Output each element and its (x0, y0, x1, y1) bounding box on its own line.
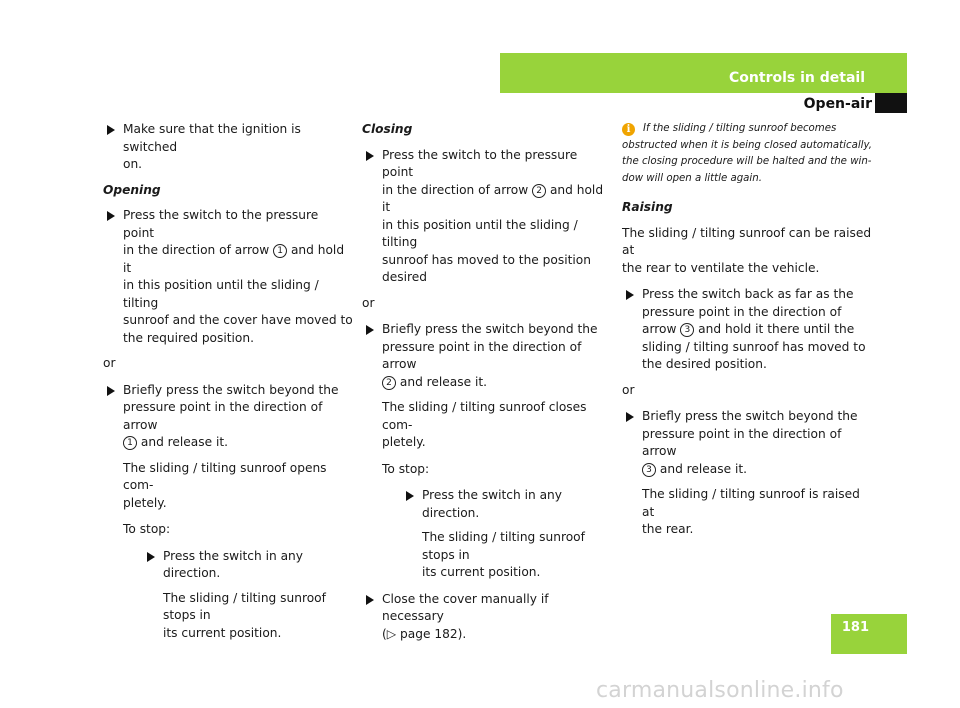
step-any-direction: Press the switch in any direction. (402, 487, 608, 522)
step-close-cover: Close the cover manually if necessary (▷ page 182). (362, 591, 608, 644)
arrow-bullet-icon (147, 552, 155, 562)
arrow-2-marker: 2 (532, 184, 546, 198)
result-opens: The sliding / tilting sunroof opens com- pletely. (123, 460, 327, 510)
raising-heading: Raising (622, 200, 673, 214)
arrow-3-marker: 3 (642, 463, 656, 477)
arrow-1-marker: 1 (273, 244, 287, 258)
opening-heading: Opening (103, 182, 161, 197)
stops-text: The sliding / tilting sunroof stops in its current position. (422, 530, 585, 579)
to-stop-label: To stop: (123, 522, 171, 536)
step-press-back: Press the switch back as far as the pressure point in the direction of arrow 3 and hold it there until the sliding / tilting sunroof has moved to the desired position. (622, 286, 872, 374)
arrow-bullet-icon (107, 386, 115, 396)
step-any-direction: Press the switch in any direction. (143, 548, 353, 583)
column-right (622, 121, 872, 548)
result-closes: The sliding / tilting sunroof closes com- pletely. (382, 400, 587, 449)
step-brief-raise: Briefly press the switch beyond the pressure point in the direction of arrow 3 and release it. (622, 408, 872, 478)
to-stop-label: To stop: (382, 461, 430, 476)
arrow-bullet-icon (366, 151, 374, 161)
column-left (103, 121, 353, 651)
section-title: Controls in detail (729, 70, 865, 86)
arrow-bullet-icon (107, 125, 115, 135)
step-ignition: Make sure that the ignition is switched on. (103, 121, 353, 174)
page-number: 181 (841, 620, 869, 635)
arrow-bullet-icon (107, 211, 115, 221)
step-brief-open: Briefly press the switch beyond the pressure point in the direction of arrow 1 and release it. (103, 382, 353, 452)
step-press-open: Press the switch to the pressure point in the direction of arrow 1 and hold it in this position until the sliding / tilting sunroof and the cover have moved to the required position. (103, 207, 353, 347)
or-text: or (362, 295, 375, 310)
page-ref-icon: ▷ (386, 626, 397, 641)
arrow-bullet-icon (366, 325, 374, 335)
arrow-bullet-icon (366, 595, 374, 605)
column-middle (362, 121, 608, 651)
arrow-bullet-icon (626, 412, 634, 422)
arrow-2-marker: 2 (382, 376, 396, 390)
arrow-3-marker: 3 (680, 323, 694, 337)
arrow-bullet-icon (626, 290, 634, 300)
result-raised: The sliding / tilting sunroof is raised at the rear. (642, 487, 860, 536)
info-note: i If the sliding / tilting sunroof becomes obstructed when it is being closed automatically, the closing procedure will be halted and the win- dow will open a little again. (622, 123, 872, 184)
watermark: carmanualsonline.info (596, 678, 844, 703)
raising-text: The sliding / tilting sunroof can be raised at the rear to ventilate the vehicle. (622, 225, 872, 275)
or-text: or (103, 356, 116, 370)
step-brief-close: Briefly press the switch beyond the pressure point in the direction of arrow 2 and release it. (362, 321, 608, 391)
step-press-close: Press the switch to the pressure point in the direction of arrow 2 and hold it in this position until the sliding / tilting sunroof has moved to the position desired (362, 147, 608, 287)
section-tab (875, 93, 907, 113)
or-text: or (622, 382, 635, 397)
stops-text: The sliding / tilting sunroof stops in its current position. (163, 590, 326, 640)
arrow-bullet-icon (406, 491, 414, 501)
info-icon: i (622, 123, 635, 136)
arrow-1-marker: 1 (123, 436, 137, 450)
closing-heading: Closing (362, 122, 413, 136)
subsection-title: Open-air (803, 96, 872, 112)
